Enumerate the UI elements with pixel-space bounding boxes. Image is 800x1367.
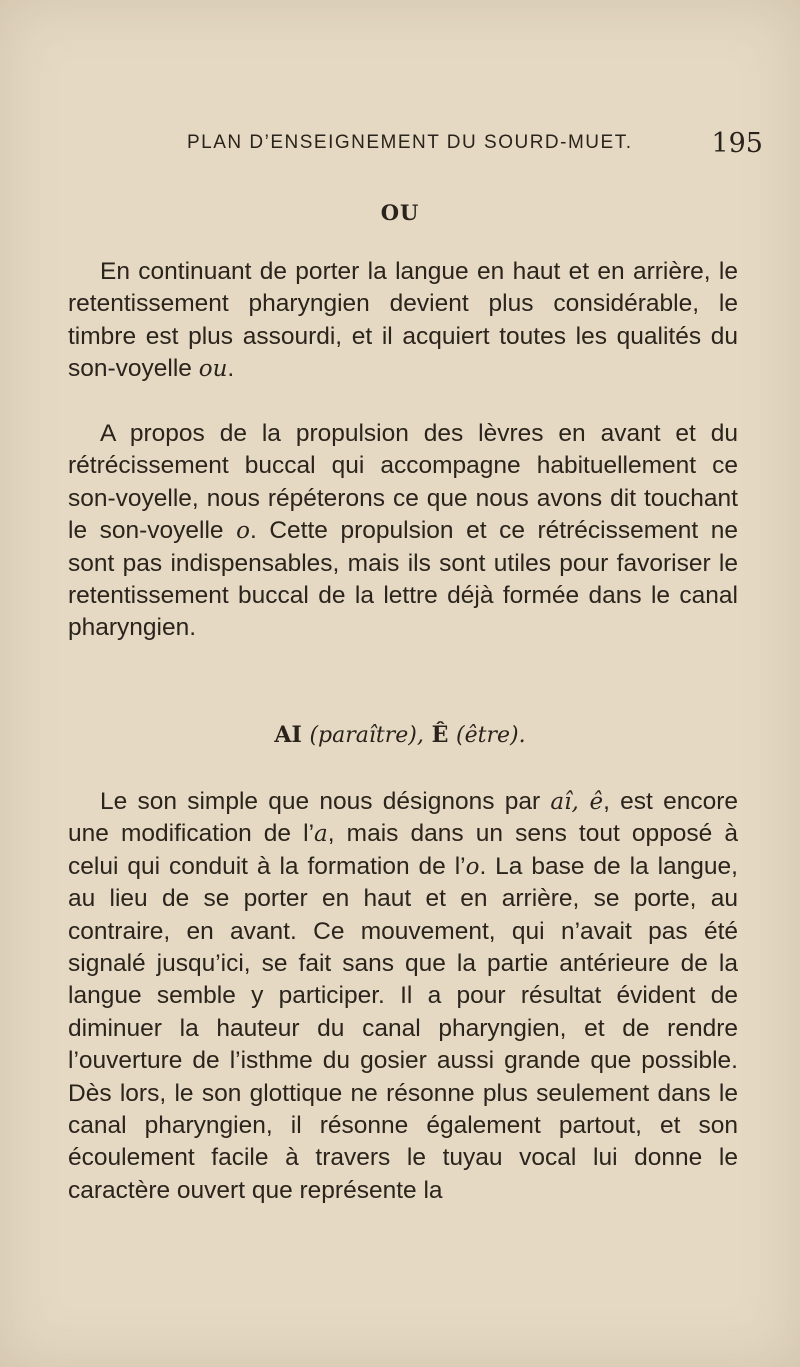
page-number: 195 (711, 128, 763, 159)
paragraph-ai-description (68, 786, 738, 1207)
paragraph-text: , est encore une modification de l’ (68, 788, 739, 848)
italic-term: o (465, 853, 480, 880)
paragraph-lip-propulsion (68, 418, 738, 645)
heading-part: Ê (431, 722, 449, 748)
paragraph-text: En continuant de porter la langue en haut et en arrière, le retentissement pharyngien devient plus considérable, le timbre est plus assourdi, et il acquiert toutes les qualités du son-voyelle (68, 258, 738, 383)
page-header (187, 128, 767, 168)
section-heading-ou: OU (380, 200, 420, 225)
italic-term: ou (198, 356, 228, 383)
paragraph-text: Le son simple que nous désignons par (100, 788, 551, 815)
paragraph-text: . (227, 355, 235, 383)
heading-part: , (416, 723, 424, 748)
paragraph-ou-description (68, 256, 738, 386)
heading-part: (être). (456, 723, 526, 748)
paragraph-text: . Cette propulsion et ce rétrécissement ne sont pas indispensables, mais ils sont utiles pour favoriser le retentissement buccal de la lettre déjà formée dans le canal pharyngien. (68, 517, 738, 642)
running-head: PLAN D’ENSEIGNEMENT DU SOURD-MUET. (187, 132, 633, 153)
paragraph-text: A propos de la propulsion des lèvres en avant et du rétrécissement buccal qui accompagne habituellement ce son-voyelle, nous répéterons ce que nous avons dit touchant le son-voyelle (68, 420, 738, 545)
paragraph-text: , mais dans un sens tout opposé à celui qui conduit à la formation de l’ (68, 820, 738, 880)
heading-part: (paraître) (309, 723, 417, 748)
italic-term: a (314, 821, 328, 848)
section-heading-ai (0, 722, 800, 748)
italic-term: aî, ê (550, 789, 604, 815)
paragraph-text: . La base de la langue, au lieu de se porter en haut et en arrière, se porte, au contraire, en avant. Ce mouvement, qui n’avait pas été signalé jusqu’ici, se fait sans que la partie antérieure de la langue semble y participer. Il a pour résultat évident de diminuer la hauteur du canal pharyngien, et de rendre l’ouverture de l’isthme du gosier aussi grande que possible. Dès lors, le son glottique ne résonne plus seulement dans le canal pharyngien, il résonne également partout, et son écoulement facile à travers le tuyau vocal lui donne le caractère ouvert que représente la (68, 852, 738, 1204)
italic-term: o (236, 518, 250, 545)
heading-part: AI (274, 722, 302, 748)
